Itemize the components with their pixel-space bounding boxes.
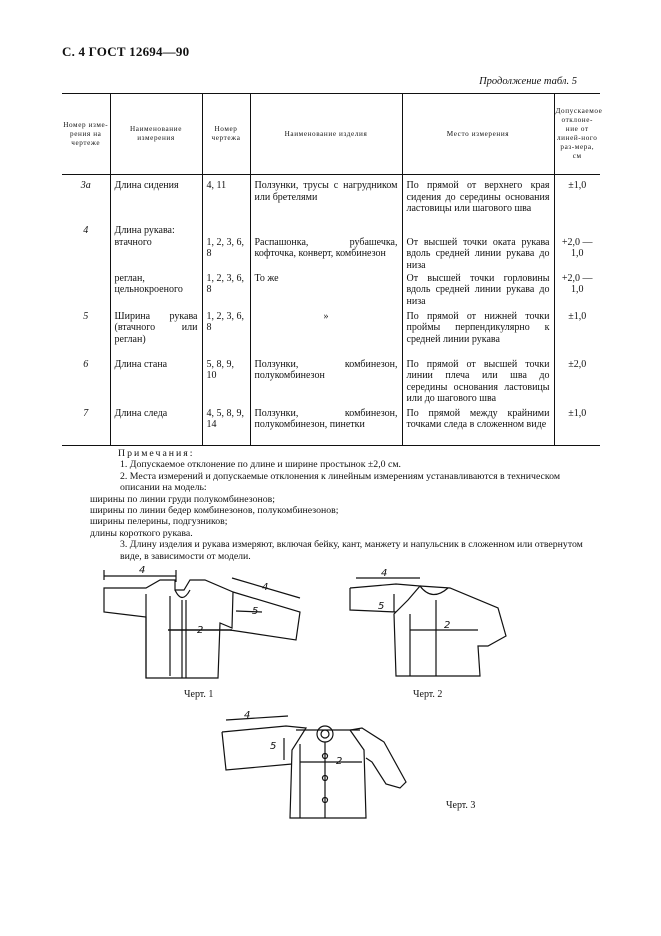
- cell-tolerance: ±2,0: [554, 359, 600, 408]
- cell-place: От высшей точки оката рукава вдоль средней линии рукава до низа: [402, 237, 554, 273]
- cell-tolerance: ±1,0: [554, 408, 600, 446]
- note-2-item: ширины пелерины, подгузников;: [90, 516, 228, 528]
- cell-place: По прямой между крайними точками следа в сложенном виде: [402, 408, 554, 446]
- fig1-label-sleeve: 4: [262, 582, 269, 593]
- col-header-number: Номер изме-рения на чертеже: [62, 94, 110, 175]
- cell-product: Ползунки, трусы с нагрудником или бретелями: [250, 175, 402, 225]
- note-3: 3. Длину изделия и рукава измеряют, включая бейку, кант, манжету и напульсник в сложенном или отвернутом виде, в зависимости от модели.: [120, 539, 583, 562]
- cell-place: От высшей точки горловины вдоль средней линии рукава до низа: [402, 273, 554, 311]
- cell-name: Длина рукава:: [110, 225, 202, 237]
- fig1-label-length: 4: [139, 565, 146, 576]
- figure-1-jacket-drawing: [104, 565, 300, 678]
- cell-place: По прямой от высшей точки линии плеча или шва до середины основания ластовицы или до шагового шва: [402, 359, 554, 408]
- cell-drawing: 4, 5, 8, 9, 14: [202, 408, 250, 446]
- cell-product: То же: [250, 273, 402, 311]
- fig2-label-body: 2: [444, 620, 451, 631]
- fig2-label-width: 5: [378, 601, 385, 612]
- page-header: С. 4 ГОСТ 12694—90: [62, 44, 190, 59]
- cell-name: Ширина рукава (втачного или реглан): [110, 311, 202, 359]
- figure-3-caption: Черт. 3: [446, 800, 476, 811]
- cell-name: реглан, цельнокроеного: [110, 273, 202, 311]
- figure-1-caption: Черт. 1: [184, 689, 214, 700]
- cell-product: Распашонка, рубашечка, кофточка, конверт, комбинезон: [250, 237, 402, 273]
- figure-2-shirt-drawing: [350, 568, 506, 676]
- col-header-product: Наименование изделия: [250, 94, 402, 175]
- col-header-tolerance: Допускаемое отклоне-ние от линей-ного раз-мера, см: [554, 94, 600, 175]
- fig1-label-width: 5: [252, 606, 259, 617]
- cell-number: 7: [62, 408, 110, 446]
- note-1: 1. Допускаемое отклонение по длине и ширине простынок ±2,0 см.: [120, 459, 401, 471]
- note-2-item: ширины по линии груди полукомбинезонов;: [90, 493, 275, 505]
- cell-name: Длина сидения: [110, 175, 202, 225]
- cell-number: 4: [83, 224, 89, 236]
- note-2-item: длины короткого рукава.: [90, 527, 193, 539]
- cell-drawing: 1, 2, 3, 6, 8: [202, 311, 250, 359]
- fig1-label-body: 2: [197, 625, 204, 636]
- notes-heading: Примечания:: [118, 448, 195, 459]
- cell-product: Ползунки, комбинезон, полукомбинезон: [250, 359, 402, 408]
- figure-2-caption: Черт. 2: [413, 689, 443, 700]
- cell-tolerance: ±1,0: [554, 311, 600, 359]
- cell-tolerance: ±1,0: [554, 175, 600, 225]
- table-continuation: Продолжение табл. 5: [479, 76, 577, 87]
- cell-product: Ползунки, комбинезон, полукомбинезон, пинетки: [250, 408, 402, 446]
- cell-name: Длина стана: [110, 359, 202, 408]
- cell-number: 3а: [80, 180, 91, 191]
- cell-name: втачного: [110, 237, 202, 273]
- fig3-label-sleeve: 4: [244, 710, 251, 721]
- col-header-place: Место измерения: [402, 94, 554, 175]
- cell-drawing: 1, 2, 3, 6, 8: [202, 273, 250, 311]
- figure-3-jacket-drawing: [222, 710, 406, 818]
- note-2: 2. Места измерений и допускаемые отклонения к линейным измерениям устанавливаются в техническом описании на модель:: [120, 470, 561, 494]
- col-header-drawing: Номер чертежа: [202, 94, 250, 175]
- cell-name: Длина следа: [110, 408, 202, 446]
- fig2-label-sleeve: 4: [381, 568, 388, 579]
- cell-place: По прямой от нижней точки проймы перпендикулярно к средней линии рукава: [402, 311, 554, 359]
- cell-number: 6: [83, 358, 89, 370]
- col-header-name: Наименование измерения: [110, 94, 202, 175]
- cell-tolerance: +2,0 —1,0: [554, 237, 600, 273]
- fig3-label-body: 2: [336, 756, 343, 767]
- cell-number: 5: [83, 310, 89, 322]
- cell-drawing: 4, 11: [202, 175, 250, 225]
- fig3-label-width: 5: [270, 741, 277, 752]
- cell-product: »: [250, 311, 402, 359]
- cell-place: По прямой от верхнего края сидения до середины основания ластовицы или шагового шва: [402, 175, 554, 225]
- cell-drawing: 5, 8, 9, 10: [202, 359, 250, 408]
- cell-drawing: 1, 2, 3, 6, 8: [202, 237, 250, 273]
- cell-tolerance: +2,0 —1,0: [554, 273, 600, 311]
- note-2-item: ширины по линии бедер комбинезонов, полукомбинезонов;: [90, 505, 339, 517]
